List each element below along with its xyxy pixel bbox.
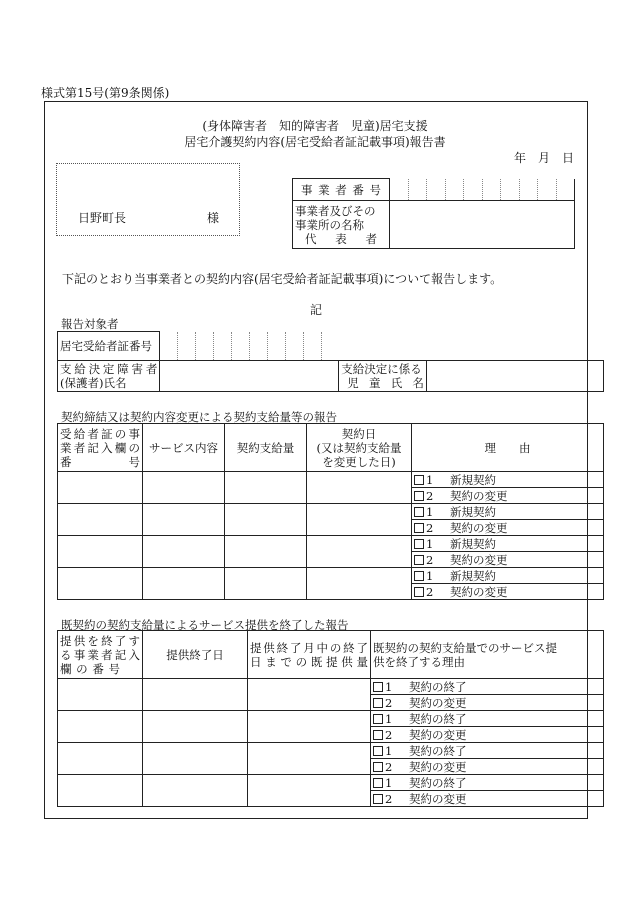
checkbox-icon [373, 682, 383, 692]
checkbox-icon [414, 491, 424, 501]
checkbox-icon [414, 539, 424, 549]
date-month: 月 [538, 151, 551, 165]
business-number-digit[interactable] [538, 179, 557, 201]
business-number-digit[interactable] [464, 179, 483, 201]
business-number-digit[interactable] [445, 179, 464, 201]
contract-option-new[interactable]: 1 新規契約 [412, 536, 604, 552]
business-number-digit[interactable] [482, 179, 501, 201]
end-entry-number[interactable] [58, 679, 143, 711]
child-name-label: 支給決定に係る 児童氏名 [339, 361, 427, 392]
end-option-change[interactable]: 2 契約の変更 [371, 759, 604, 775]
cert-number-digit[interactable] [303, 332, 321, 361]
business-number-digit[interactable] [501, 179, 520, 201]
end-option-terminate[interactable]: 1 契約の終了 [371, 711, 604, 727]
cert-number-digit[interactable] [267, 332, 285, 361]
contract-amount[interactable] [225, 568, 307, 600]
end-header-supplied: 提供終了月中の終了 日までの既提供量 [248, 631, 371, 679]
business-name-field[interactable] [390, 201, 575, 249]
date-year: 年 [514, 151, 527, 165]
checkbox-icon [414, 507, 424, 517]
contract-header-date: 契約日 (又は契約支給量 を変更した日) [307, 424, 412, 472]
addressee-suffix: 様 [207, 211, 220, 225]
contract-entry-number[interactable] [58, 472, 143, 504]
end-option-terminate[interactable]: 1 契約の終了 [371, 743, 604, 759]
contract-section-heading: 契約締結又は契約内容変更による契約支給量等の報告 [61, 410, 337, 424]
business-number-digit[interactable] [556, 179, 575, 201]
end-option-change[interactable]: 2 契約の変更 [371, 727, 604, 743]
checkbox-icon [373, 762, 383, 772]
contract-header-amount: 契約支給量 [225, 424, 307, 472]
checkbox-icon [373, 714, 383, 724]
checkbox-icon [373, 730, 383, 740]
business-number-label: 事業者番号 [293, 179, 390, 201]
cert-number-digit[interactable] [321, 332, 338, 361]
end-date[interactable] [143, 711, 248, 743]
end-header-entry-number: 提供を終了す る事業者記入 欄の番号 [58, 631, 143, 679]
contract-date[interactable] [307, 536, 412, 568]
report-target-heading: 報告対象者 [61, 317, 119, 331]
end-date[interactable] [143, 775, 248, 807]
business-number-digit[interactable] [408, 179, 427, 201]
end-supplied[interactable] [248, 743, 371, 775]
contract-date[interactable] [307, 472, 412, 504]
contract-header-service: サービス内容 [143, 424, 225, 472]
business-number-digit[interactable] [427, 179, 446, 201]
end-supplied[interactable] [248, 775, 371, 807]
contract-option-new[interactable]: 1 新規契約 [412, 568, 604, 584]
end-header-reason: 既契約の契約支給量でのサービス提 供を終了する理由 [371, 631, 604, 679]
cert-number-digit[interactable] [285, 332, 303, 361]
checkbox-icon [373, 746, 383, 756]
contract-service[interactable] [143, 568, 225, 600]
checkbox-icon [414, 587, 424, 597]
end-header-end-date: 提供終了日 [143, 631, 248, 679]
contract-entry-number[interactable] [58, 536, 143, 568]
contract-option-change[interactable]: 2 契約の変更 [412, 520, 604, 536]
end-supplied[interactable] [248, 679, 371, 711]
form-title-line1: (身体障害者 知的障害者 児童)居宅支援 [202, 119, 428, 133]
contract-header-entry-number: 受給者証の事 業者記入欄の 番号 [58, 424, 143, 472]
end-option-terminate[interactable]: 1 契約の終了 [371, 775, 604, 791]
contract-option-new[interactable]: 1 新規契約 [412, 472, 604, 488]
contract-amount[interactable] [225, 504, 307, 536]
form-number: 様式第15号(第9条関係) [41, 86, 170, 100]
cert-number-digit[interactable] [250, 332, 268, 361]
child-name-field[interactable] [426, 361, 603, 392]
contract-amount[interactable] [225, 536, 307, 568]
checkbox-icon [373, 698, 383, 708]
form-title-line2: 居宅介護契約内容(居宅受給者証記載事項)報告書 [184, 135, 446, 149]
business-number-digit[interactable] [390, 179, 409, 201]
checkbox-icon [414, 475, 424, 485]
date-line [508, 149, 580, 166]
contract-entry-number[interactable] [58, 568, 143, 600]
end-option-change[interactable]: 2 契約の変更 [371, 695, 604, 711]
end-option-change[interactable]: 2 契約の変更 [371, 791, 604, 807]
contract-table [57, 423, 604, 600]
report-statement: 下記のとおり当事業者との契約内容(居宅受給者証記載事項)について報告します。 [62, 272, 503, 286]
guardian-name-label: 支給決定障害者 (保護者)氏名 [58, 361, 160, 392]
end-entry-number[interactable] [58, 743, 143, 775]
cert-number-digit[interactable] [178, 332, 196, 361]
end-supplied[interactable] [248, 711, 371, 743]
contract-date[interactable] [307, 568, 412, 600]
cert-number-label: 居宅受給者証番号 [58, 332, 160, 361]
end-entry-number[interactable] [58, 711, 143, 743]
contract-header-reason: 理 由 [412, 424, 604, 472]
cert-number-digit[interactable] [232, 332, 250, 361]
guardian-name-field[interactable] [160, 361, 339, 392]
contract-option-new[interactable]: 1 新規契約 [412, 504, 604, 520]
checkbox-icon [414, 523, 424, 533]
end-option-terminate[interactable]: 1 契約の終了 [371, 679, 604, 695]
checkbox-icon [414, 555, 424, 565]
business-info-table [292, 178, 575, 249]
contract-option-change[interactable]: 2 契約の変更 [412, 552, 604, 568]
contract-option-change[interactable]: 2 契約の変更 [412, 488, 604, 504]
business-number-digit[interactable] [519, 179, 538, 201]
report-target-table [57, 331, 604, 392]
end-service-table [57, 630, 604, 807]
contract-amount[interactable] [225, 472, 307, 504]
contract-date[interactable] [307, 504, 412, 536]
end-section-heading: 既契約の契約支給量によるサービス提供を終了した報告 [61, 618, 349, 632]
addressee: 日野町長 [78, 211, 127, 225]
business-name-label: 事業者及びその 事業所の名称 代表者 [293, 201, 390, 249]
checkbox-icon [373, 778, 383, 788]
contract-service[interactable] [143, 536, 225, 568]
checkbox-icon [373, 794, 383, 804]
end-date[interactable] [143, 743, 248, 775]
end-date[interactable] [143, 679, 248, 711]
date-day: 日 [562, 151, 575, 165]
cert-number-digit[interactable] [196, 332, 214, 361]
cert-number-digit[interactable] [160, 332, 178, 361]
ki-mark: 記 [310, 303, 323, 317]
contract-entry-number[interactable] [58, 504, 143, 536]
contract-service[interactable] [143, 504, 225, 536]
checkbox-icon [414, 571, 424, 581]
cert-number-digit[interactable] [214, 332, 232, 361]
end-entry-number[interactable] [58, 775, 143, 807]
contract-service[interactable] [143, 472, 225, 504]
contract-option-change[interactable]: 2 契約の変更 [412, 584, 604, 600]
